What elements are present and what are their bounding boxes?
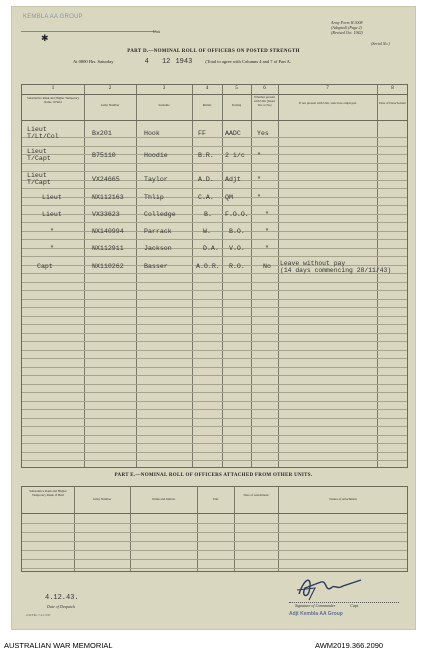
column-header: Posting xyxy=(231,103,242,107)
rank-line: Lieut xyxy=(27,172,47,179)
column-header: Whether present with Unit (Insert Yes or No) xyxy=(253,95,276,107)
present-cell: " xyxy=(265,211,269,218)
row-rule xyxy=(22,409,407,410)
row-rule xyxy=(22,568,407,569)
army-number-cell: NX112911 xyxy=(92,245,124,252)
header-rule xyxy=(22,94,407,95)
table-row xyxy=(22,128,407,142)
rank-cell: Lieut xyxy=(42,211,62,218)
present-cell: " xyxy=(265,228,269,235)
row-rule xyxy=(22,392,407,393)
column-number: 1 xyxy=(51,86,55,91)
row-rule xyxy=(22,324,407,325)
row-rule xyxy=(22,358,407,359)
attached-officers-table xyxy=(21,486,408,572)
rank-line: Lieut xyxy=(27,148,47,155)
table-row xyxy=(22,209,407,223)
surname-cell: Colledge xyxy=(144,211,176,218)
army-number-cell: B75110 xyxy=(92,152,116,159)
posting-cell: V.O. xyxy=(229,245,245,252)
remark-line: (14 days commencing 28/11/43) xyxy=(280,267,392,274)
row-rule xyxy=(22,146,407,147)
column-header: Date of Attachment xyxy=(243,493,269,497)
army-number-cell: VX24665 xyxy=(92,176,120,183)
dispatch-date-label: Date of Despatch xyxy=(47,604,75,609)
surname-cell: Basser xyxy=(144,263,168,270)
row-rule xyxy=(22,333,407,334)
row-rule xyxy=(22,541,407,542)
rank-line: Lieut xyxy=(27,126,47,133)
column-header: Substantive Rank and Higher Temporary Rank, if Held xyxy=(29,489,67,497)
table-row xyxy=(22,243,407,257)
column-number: 6 xyxy=(263,86,266,91)
rank-cell xyxy=(27,172,51,186)
rank-cell xyxy=(27,126,59,140)
present-cell: Yes xyxy=(257,130,269,137)
row-rule xyxy=(22,443,407,444)
posting-cell: Adjt xyxy=(225,176,241,183)
date-day: 4 xyxy=(144,58,149,66)
army-number-cell: VX33623 xyxy=(92,211,120,218)
column-number: 7 xyxy=(326,86,329,91)
column-header: If not present with Unit, state how employed. xyxy=(299,101,357,105)
archive-caption-right: AWM2019.366.2090 xyxy=(315,641,384,650)
row-rule xyxy=(22,401,407,402)
row-rule xyxy=(22,452,407,453)
remark-cell xyxy=(280,260,391,274)
rank-cell: " xyxy=(50,245,54,252)
column-header: Surname xyxy=(158,103,170,107)
serial-label: (Serial No.) xyxy=(371,41,390,46)
table-row xyxy=(22,150,407,164)
print-reference: 2/40 Fmt. 7-41. N.P. xyxy=(26,613,51,617)
row-rule xyxy=(22,367,407,368)
date-suffix: (Total to agree with Columns 4 and 7 of Part A. xyxy=(205,59,291,64)
row-rule xyxy=(22,282,407,283)
army-number-cell: NX112163 xyxy=(92,194,124,201)
rank-line: T/Capt xyxy=(27,179,51,186)
column-number: 8 xyxy=(391,86,394,91)
part-e-title: PART E.—NOMINAL ROLL OF OFFICERS ATTACHED FROM OTHER UNITS. xyxy=(114,473,313,478)
column-header: Substantive Rank and Higher Temporary Rank, if Held xyxy=(26,96,80,104)
unit-label: Unit xyxy=(153,29,161,34)
table-row xyxy=(22,174,407,188)
form-ref-line: (Revised Oct. 1942) xyxy=(331,30,363,35)
row-rule xyxy=(22,426,407,427)
row-rule xyxy=(22,350,407,351)
rank-line: T/Capt xyxy=(27,155,51,162)
form-ref-line: Army Form W.3008 xyxy=(331,20,363,25)
present-cell: " xyxy=(265,245,269,252)
column-number: 3 xyxy=(162,86,166,91)
adjutant-stamp: Adjt Kembla AA Group xyxy=(289,611,343,617)
column-header: Initials xyxy=(202,103,212,107)
date-prefix: At 0800 Hrs. Saturday xyxy=(73,59,114,64)
star-mark: ✱ xyxy=(41,33,49,43)
header-rule xyxy=(22,120,407,121)
signature-scribble xyxy=(291,572,371,602)
row-rule xyxy=(22,523,407,524)
initials-cell: A.O.R. xyxy=(196,263,220,270)
date-year: 1943 xyxy=(175,58,193,66)
column-header: Unit xyxy=(212,497,219,501)
initials-cell: D.A. xyxy=(203,245,219,252)
column-header: Name and Initials xyxy=(152,497,175,501)
dispatch-date: 4.12.43. xyxy=(45,594,79,602)
archive-caption-left: AUSTRALIAN WAR MEMORIAL xyxy=(4,641,113,650)
surname-cell: Taylor xyxy=(144,176,168,183)
posting-cell: F.O.O. xyxy=(225,211,249,218)
form-reference xyxy=(331,20,363,35)
signature-rank: Capt. xyxy=(350,603,360,608)
posting-cell: AADC xyxy=(225,130,241,137)
row-rule xyxy=(22,559,407,560)
present-cell: " xyxy=(257,194,261,201)
posting-cell: QM xyxy=(225,194,233,201)
initials-cell: A.D. xyxy=(198,176,214,183)
unit-line xyxy=(21,31,156,32)
surname-cell: Parrack xyxy=(144,228,172,235)
table-row xyxy=(22,226,407,240)
column-header: Army Number xyxy=(100,103,120,107)
row-rule xyxy=(22,299,407,300)
row-rule xyxy=(22,435,407,436)
header-rule xyxy=(22,513,407,514)
signature-label xyxy=(295,603,359,608)
row-rule xyxy=(22,171,407,172)
table-row xyxy=(22,261,407,275)
initials-cell: FF xyxy=(198,130,206,137)
initials-cell: W. xyxy=(203,228,211,235)
document-page xyxy=(11,6,416,630)
row-rule xyxy=(22,460,407,461)
row-rule xyxy=(22,375,407,376)
column-header: Army Number xyxy=(92,497,112,501)
signature-label-text: Signature of Commander xyxy=(295,603,336,608)
surname-cell: Jackson xyxy=(144,245,172,252)
posting-cell: B.O. xyxy=(229,228,245,235)
present-cell: " xyxy=(257,176,261,183)
army-number-cell: Bx201 xyxy=(92,130,112,137)
army-number-cell: NX140994 xyxy=(92,228,124,235)
row-rule xyxy=(22,418,407,419)
initials-cell: C.A. xyxy=(198,194,214,201)
surname-cell: Thlip xyxy=(144,194,164,201)
rank-line: T/Lt/Col xyxy=(27,133,59,140)
remark-line: Leave without pay xyxy=(280,260,346,267)
row-rule xyxy=(22,550,407,551)
row-rule xyxy=(22,532,407,533)
column-number: 2 xyxy=(108,86,112,91)
form-ref-line: (Adapted) (Page 2) xyxy=(331,25,362,30)
row-rule xyxy=(22,188,407,189)
date-month: 12 xyxy=(161,58,171,66)
column-number: 5 xyxy=(235,86,238,91)
posting-cell: 2 i/c xyxy=(225,152,245,159)
posting-cell: R.O. xyxy=(229,263,245,270)
surname-cell: Hook xyxy=(144,130,160,137)
rank-cell: Capt xyxy=(37,263,53,270)
present-cell: " xyxy=(257,152,261,159)
army-number-cell: NX110262 xyxy=(92,263,124,270)
present-cell: No xyxy=(263,263,271,270)
column-number: 4 xyxy=(205,86,209,91)
rank-cell: Lieut xyxy=(42,194,62,201)
column-header: Date of Detach-ment xyxy=(379,101,406,105)
column-header: Nature of Attachment xyxy=(329,497,357,501)
part-d-title: PART D.—NOMINAL ROLL OF OFFICERS ON POSTED STRENGTH xyxy=(127,49,300,54)
date-line xyxy=(73,58,291,66)
unit-stamp: KEMBLA AA GROUP xyxy=(23,14,83,20)
rank-cell xyxy=(27,148,51,162)
row-rule xyxy=(22,290,407,291)
surname-cell: Hoodie xyxy=(144,152,168,159)
initials-cell: B. xyxy=(204,211,212,218)
row-rule xyxy=(22,384,407,385)
row-rule xyxy=(22,307,407,308)
row-rule xyxy=(22,341,407,342)
rank-cell: " xyxy=(50,228,54,235)
row-rule xyxy=(22,316,407,317)
table-row xyxy=(22,192,407,206)
officers-table xyxy=(21,84,408,468)
initials-cell: B.R. xyxy=(198,152,214,159)
